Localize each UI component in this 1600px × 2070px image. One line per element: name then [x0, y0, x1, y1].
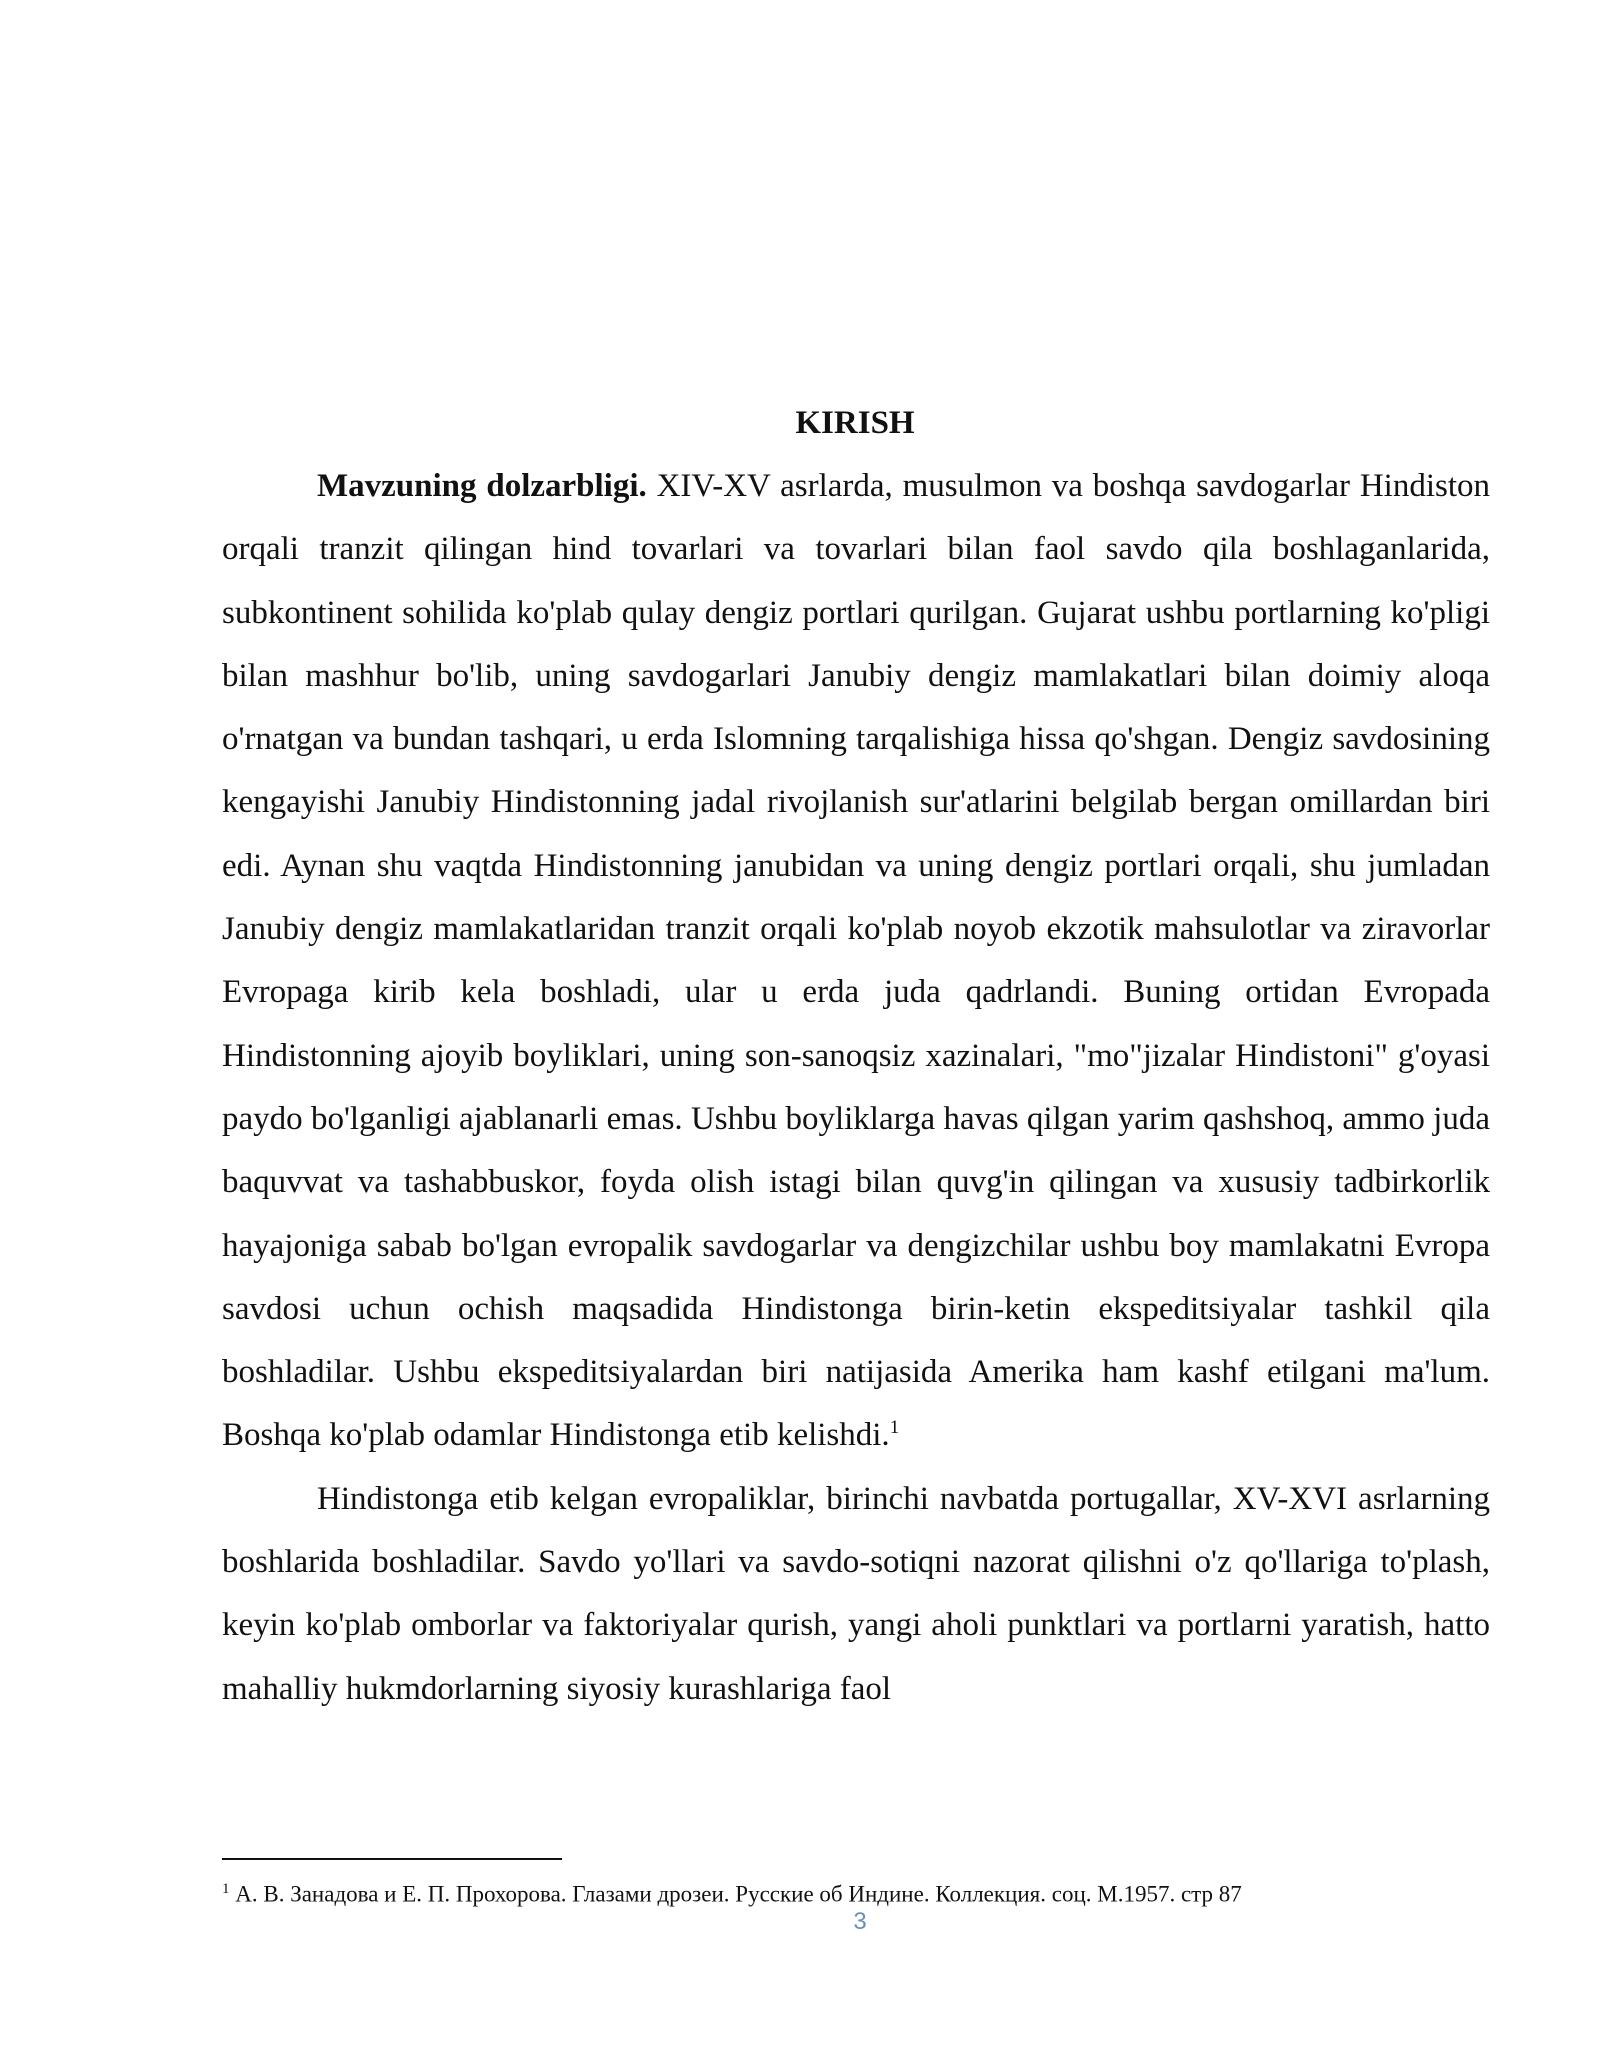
body-text	[222, 455, 1490, 1721]
paragraph-1	[222, 455, 1490, 1468]
paragraph-2	[222, 1468, 1490, 1721]
footnote	[222, 1874, 1490, 1910]
page-number: 3	[853, 1908, 867, 1935]
paragraph-lead: Mavzuning dolzarbligi.	[317, 468, 647, 504]
paragraph-text: XIV-XV asrlarda, musulmon va boshqa savdogarlar Hindiston orqali tranzit qilingan hind tovarlari va tovarlari bilan faol savdo qila boshlaganlarida, subkontinent sohilida ko'plab qulay dengiz portlari qurilgan. Gujarat ushbu portlarning ko'pligi bilan mashhur bo'lib, uning savdogarlari Janubiy dengiz mamlakatlari bilan doimiy aloqa o'rnatgan va bundan tashqari, u erda Islomning tarqalishiga hissa qo'shgan. Dengiz savdosining kengayishi Janubiy Hindistonning jadal rivojlanish sur'atlarini belgilab bergan omillardan biri edi. Aynan shu vaqtda Hindistonning janubidan va uning dengiz portlari orqali, shu jumladan Janubiy dengiz mamlakatlaridan tranzit orqali ko'plab noyob ekzotik mahsulotlar va ziravorlar Evropaga kirib kela boshladi, ular u erda juda qadrlandi. Buning ortidan Evropada Hindistonning ajoyib boyliklari, uning son-sanoqsiz xazinalari, "mo"jizalar Hindistoni" g'oyasi paydo bo'lganligi ajablanarli emas. Ushbu boyliklarga havas qilgan yarim qashshoq, ammo juda baquvvat va tashabbuskor, foyda olish istagi bilan quvg'in qilingan va xususiy tadbirkorlik hayajoniga sabab bo'lgan evropalik savdogarlar va dengizchilar ushbu boy mamlakatni Evropa savdosi uchun ochish maqsadida Hindistonga birin-ketin ekspeditsiyalar tashkil qila boshladilar. Ushbu ekspeditsiyalardan biri natijasida Amerika ham kashf etilgani ma'lum. Boshqa ko'plab odamlar Hindistonga etib kelishdi.	[222, 468, 1491, 1454]
footnote-mark: 1	[222, 1881, 230, 1897]
page-title: KIRISH	[795, 405, 915, 441]
footnote-reference[interactable]: 1	[889, 1417, 900, 1439]
footnote-separator	[222, 1858, 562, 1860]
footnote-text: А. В. Занадова и Е. П. Прохорова. Глазами дрозеи. Русские об Индине. Коллекция. соц. М.1957. стр 87	[229, 1881, 1242, 1907]
paragraph-text: Hindistonga etib kelgan evropaliklar, birinchi navbatda portugallar, XV-XVI asrlarning boshlarida boshladilar. Savdo yo'llari va savdo-sotiqni nazorat qilishni o'z qo'llariga to'plash, keyin ko'plab omborlar va faktoriyalar qurish, yangi aholi punktlari va portlarni yaratish, hatto mahalliy hukmdorlarning siyosiy kurashlariga faol	[222, 1480, 1490, 1707]
